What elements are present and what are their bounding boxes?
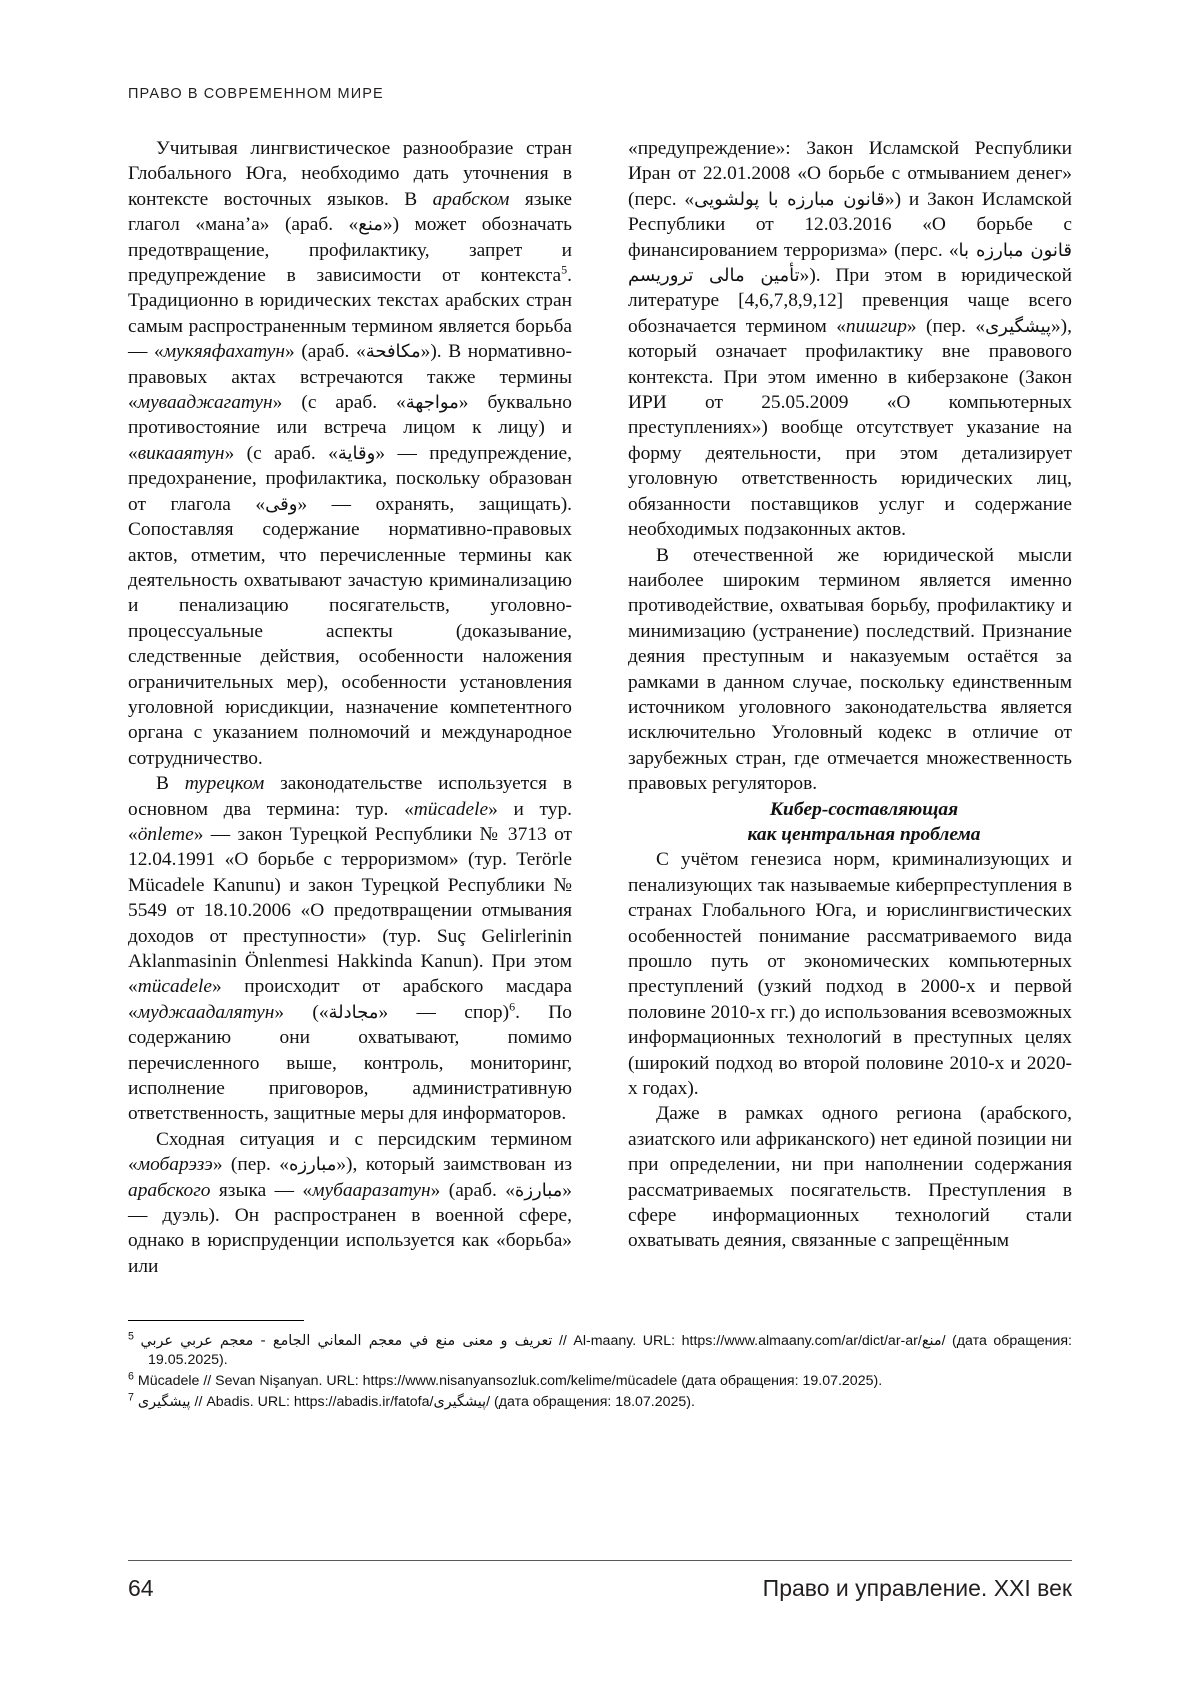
footnote-arabic-slug: منع [921,1333,942,1349]
text-run-italic: мубааразатун [312,1179,431,1201]
arabic-term: مواجهة [405,392,459,414]
footnote-text: Mücadele // Sevan Nişanyan. URL: https://www.nisanyansozluk.com/kelime/mücadele (дата обращения: 19.07.2025). [137,1373,883,1389]
left-column [128,136,573,1277]
text-run-italic: мобарэзэ [137,1154,213,1176]
two-column-body [128,136,1073,1277]
footnote-item [128,1393,1072,1412]
text-run: » (с араб. « [272,392,406,414]
text-run-italic: арабском [432,188,510,210]
running-head: ПРАВО В СОВРЕМЕННОМ МИРЕ [128,86,384,102]
page-number: 64 [128,1575,154,1601]
right-column [628,136,1072,1271]
text-run: Сходная ситуация и с персидским термином « [128,1128,572,1176]
arabic-term: وقى [265,493,298,515]
persian-term: مبارزه [288,1154,337,1176]
section-subheading-line2: как центральная проблема [747,823,981,845]
text-run-italic: mücadele [137,976,212,998]
persian-term: پیشگیری [985,315,1051,337]
text-run: «предупреждение»: Закон Исламской Республики Иран от 22.01.2008 «О борьбе с отмыванием денег» (перс. « [628,138,1072,210]
paragraph-turkish-terms [128,771,572,1127]
text-run-italic: mücadele [413,798,489,820]
journal-title: Право и управление. XXI век [762,1575,1072,1601]
footnote-marker: 6 [128,1370,134,1383]
text-run: В [156,773,185,795]
text-run-italic: пишгир [845,315,907,337]
footnote-text: // Abadis. URL: https://abadis.ir/fatofa/ [190,1394,434,1410]
text-run: » (араб. « [430,1179,515,1201]
text-run: » буквально противостояние или встреча лицом к лицу) и « [128,392,572,464]
text-run: языке глагол «мана’а» (араб. « [128,188,572,236]
text-run: » (пер. « [212,1154,289,1176]
footer-separator [128,1560,1072,1561]
footnote-persian-slug: پیشگیری [433,1394,487,1410]
persian-term: قانون مبارزه با تأمین مالی تروریسم [628,239,1072,287]
text-run: ») может обозначать предотвращение, профилактику, запрет и предупреждение в зависимости от контекста [128,214,572,287]
text-run: . По содержанию они охватывают, помимо перечисленного выше, контроль, мониторинг, исполнение приговоров, административную ответственность, защитные меры для информаторов. [128,1001,572,1125]
paragraph-iranian-laws [628,136,1072,543]
text-run: » — предупреждение, предохранение, профилактика, поскольку образован от глагола « [128,442,572,515]
text-run: » происходит от арабского масдара « [128,976,572,1023]
paragraph-cyber-genesis: С учётом генезиса норм, криминализующих и пенализующих так называемые киберпреступления в странах Глобального Юга, и юрислингвистических особенностей понимание рассматриваемого вида прошло путь от экономических компьютерных преступлений (узкий подход в 2000-х и первой половине 2010-х гг.) до использования всевозможных информационных технологий в преступных целях (широкий подход во второй половине 2010-х и 2020-х годах). [628,849,1072,1100]
footnotes-block [128,1332,1072,1414]
persian-term: قانون مبارزه با پولشویی [694,188,885,210]
footnote-marker: 5 [128,1330,134,1343]
text-run-italic: мукяяфахатун [163,341,286,363]
footnote-persian-title: پیشگیری [137,1394,191,1410]
text-run: » — спор) [378,1001,510,1023]
text-run: »), который заимствован из [336,1154,572,1176]
text-run-italic: арабского [128,1179,211,1201]
text-run: » и тур. « [128,798,572,845]
footnote-arabic-title: تعريف و معنى منع في معجم المعاني الجامع - معجم عربي عربي [140,1333,553,1349]
text-run: » (« [274,1001,329,1023]
text-run: » — дуэль). Он распространен в военной сфере, однако в юриспруденции используется как «борьба» или [128,1179,572,1277]
footnote-ref-5[interactable]: 5 [561,262,568,277]
footnote-separator [128,1320,304,1321]
footnote-item [128,1332,1072,1370]
paragraph-persian-terms [128,1127,572,1279]
text-run: »). При этом в юридической литературе [4,6,7,8,9,12] превенция чаще всего обозначается термином « [628,265,1072,337]
arabic-term: منع [358,214,383,236]
text-run: законодательстве используется в основном два термина: тур. « [128,773,573,820]
arabic-term: مبارزة [514,1179,563,1201]
footnote-ref-6[interactable]: 6 [509,999,516,1014]
text-run: »). В нормативно-правовых актах встречаются также термины « [128,341,573,414]
footnote-marker: 7 [128,1391,134,1404]
paragraph-russian-doctrine: В отечественной же юридической мысли наиболее широким термином является именно противодействие, охватывая борьбу, профилактику и минимизацию (устранение) последствий. Признание деяния преступным и наказуемым остаётся за рамками в данном случае, поскольку единственным источником уголовного законодательства является исключительно Уголовный кодекс в отличие от зарубежных стран, где отмечается множественность правовых регуляторов. [628,544,1072,795]
text-run: языка — « [210,1179,313,1201]
text-run: » (пер. « [906,315,986,337]
text-run: » (араб. « [285,341,366,363]
text-run: » (с араб. « [224,442,338,464]
text-run: . Традиционно в юридических текстах арабских стран самым распространенным термином является борьба — « [128,265,572,363]
text-run: Учитывая лингвистическое разнообразие стран Глобального Юга, необходимо дать уточнения в контексте восточных языков. В [128,138,572,210]
text-run-italic: муджаадалятун [137,1001,275,1023]
text-run-italic: önleme [137,823,194,845]
text-run: » — закон Турецкой Республики № 3713 от 12.04.1991 «О борьбе с терроризмом» (тур. Terörle Mücadele Kanunu) и закон Турецкой Республики № 5549 от 18.10.2006 «О предотвращении отмывания доходов от преступности» (тур. Suç Gelirlerinin Aklanmasinin Önlenmesi Hakkinda Kanun). При этом « [128,823,572,998]
text-run-italic: турецком [184,773,265,795]
footnote-text: // Al-maany. URL: https://www.almaany.com/ar/dict/ar-ar/ [552,1333,922,1349]
text-run-italic: викааятун [137,442,225,464]
arabic-term: مكافحة [365,341,421,363]
text-run: »), который означает профилактику вне правового контекста. При этом именно в киберзаконе (Закон ИРИ от 25.05.2009 «О компьютерных преступлениях») вообще отсутствует указание на форму деятельности, при этом детализирует уголовную ответственность юридических лиц, обязанности поставщиков услуг и содержание необходимых подзаконных актов. [628,315,1072,541]
footnote-text: / (дата обращения: 18.07.2025). [486,1394,695,1410]
arabic-term: وقاية [337,442,376,464]
text-run-italic: мувааджагатун [137,392,273,414]
footnote-item [128,1372,1072,1391]
arabic-term: مجادلة [328,1001,379,1023]
text-run: » — охранять, защищать). Сопоставляя содержание нормативно-правовых актов, отметим, что перечисленные термины как деятельность охватывают зачастую криминализацию и пенализацию посягательств, уголовно-процессуальные аспекты (доказывание, следственные действия, особенности наложения ограничительных мер), особенности установления уголовной юрисдикции, назначение компетентного органа с указанием полномочий и международное сотрудничество. [128,493,573,769]
text-run: ») и Закон Исламской Республики от 12.03.2016 «О борьбе с финансированием терроризма» (перс. « [628,188,1073,261]
section-subheading-line1: Кибер-составляющая [769,798,959,820]
paragraph-region-diversity: Даже в рамках одного региона (арабского, азиатского или африканского) нет единой позиции ни при определении, ни при наполнении содержания рассматриваемых посягательств. Преступления в сфере информационных технологий стали охватывать деяния, связанные с запрещённым [628,1103,1072,1252]
footnote-text: / (дата обращения: 19.05.2025). [148,1333,1072,1368]
paragraph-arabic-terms [128,136,572,771]
